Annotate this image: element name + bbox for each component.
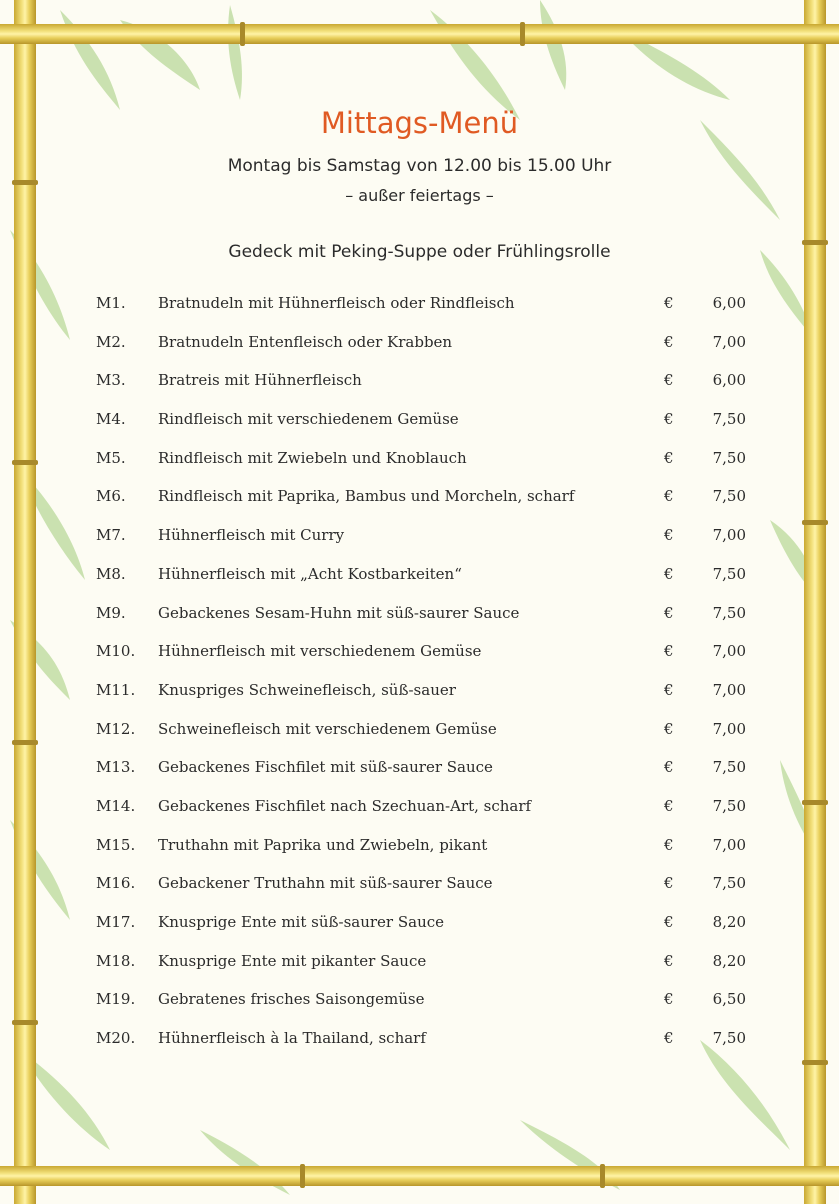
item-price: 6,00 xyxy=(712,294,746,312)
currency-symbol: € xyxy=(664,371,674,390)
item-price: 7,50 xyxy=(712,603,746,622)
list-item xyxy=(96,756,746,795)
item-price: 6,50 xyxy=(712,990,746,1009)
list-item xyxy=(96,795,746,834)
list-item xyxy=(96,988,746,1027)
currency-symbol: € xyxy=(664,526,674,545)
currency-symbol: € xyxy=(664,913,674,931)
list-item xyxy=(96,872,746,911)
opening-hours: Montag bis Samstag von 12.00 bis 15.00 Uhr xyxy=(227,156,612,176)
item-price: 7,00 xyxy=(712,332,746,351)
item-code: M11. xyxy=(96,680,136,699)
list-item xyxy=(96,602,746,641)
item-name: Rindfleisch mit Paprika, Bambus und Morcheln, scharf xyxy=(158,487,575,506)
list-item xyxy=(96,524,746,563)
currency-symbol: € xyxy=(664,796,674,815)
item-name: Truthahn mit Paprika und Zwiebeln, pikant xyxy=(158,835,488,854)
item-code: M17. xyxy=(96,913,136,931)
item-name: Gebackener Truthahn mit süß-saurer Sauce xyxy=(158,874,493,893)
list-item xyxy=(96,911,746,950)
item-price: 6,00 xyxy=(712,371,746,390)
bamboo-frame-left xyxy=(14,0,36,1204)
item-name: Bratnudeln Entenfleisch oder Krabben xyxy=(158,332,453,351)
currency-symbol: € xyxy=(664,294,674,312)
list-item xyxy=(96,292,746,331)
currency-symbol: € xyxy=(664,332,674,351)
item-name: Schweinefleisch mit verschiedenem Gemüse xyxy=(158,719,497,738)
item-code: M12. xyxy=(96,719,136,738)
item-price: 7,50 xyxy=(712,564,746,583)
item-name: Hühnerfleisch à la Thailand, scharf xyxy=(158,1029,426,1048)
currency-symbol: € xyxy=(664,680,674,699)
item-code: M7. xyxy=(96,526,126,545)
item-name: Knusprige Ente mit pikanter Sauce xyxy=(158,951,427,970)
item-price: 8,20 xyxy=(712,951,746,970)
item-name: Gebratenes frisches Saisongemüse xyxy=(158,990,425,1009)
list-item xyxy=(96,485,746,524)
currency-symbol: € xyxy=(664,487,674,506)
item-code: M10. xyxy=(96,642,136,661)
item-code: M18. xyxy=(96,951,136,970)
item-code: M9. xyxy=(96,603,126,622)
currency-symbol: € xyxy=(664,835,674,854)
item-price: 7,00 xyxy=(712,680,746,699)
item-code: M19. xyxy=(96,990,136,1009)
list-item xyxy=(96,679,746,718)
item-code: M8. xyxy=(96,564,126,583)
list-item xyxy=(96,331,746,370)
item-code: M4. xyxy=(96,410,126,429)
currency-symbol: € xyxy=(664,951,674,970)
item-price: 7,00 xyxy=(712,642,746,661)
bamboo-frame-top xyxy=(0,24,839,44)
currency-symbol: € xyxy=(664,603,674,622)
item-code: M5. xyxy=(96,448,126,467)
list-item xyxy=(96,447,746,486)
bamboo-frame-bottom xyxy=(0,1166,839,1186)
list-item xyxy=(96,950,746,989)
list-item xyxy=(96,640,746,679)
item-code: M15. xyxy=(96,835,136,854)
item-name: Gebackenes Fischfilet mit süß-saurer Sauce xyxy=(158,758,493,777)
item-code: M1. xyxy=(96,294,126,312)
item-price: 7,50 xyxy=(712,410,746,429)
item-name: Gebackenes Sesam-Huhn mit süß-saurer Sauce xyxy=(158,603,520,622)
currency-symbol: € xyxy=(664,990,674,1009)
list-item xyxy=(96,718,746,757)
currency-symbol: € xyxy=(664,564,674,583)
bamboo-frame-right xyxy=(804,0,826,1204)
currency-symbol: € xyxy=(664,448,674,467)
currency-symbol: € xyxy=(664,1029,674,1048)
menu-list xyxy=(96,292,746,1066)
item-price: 7,50 xyxy=(712,1029,746,1048)
item-price: 7,50 xyxy=(712,758,746,777)
menu-title: Mittags-Menü xyxy=(320,106,519,140)
item-price: 7,00 xyxy=(712,719,746,738)
currency-symbol: € xyxy=(664,874,674,893)
item-name: Hühnerfleisch mit verschiedenem Gemüse xyxy=(158,642,482,661)
item-name: Knusprige Ente mit süß-saurer Sauce xyxy=(158,913,445,931)
item-price: 7,00 xyxy=(712,835,746,854)
item-name: Bratnudeln mit Hühnerfleisch oder Rindfleisch xyxy=(158,294,515,312)
item-code: M3. xyxy=(96,371,126,390)
list-item xyxy=(96,369,746,408)
item-name: Rindfleisch mit verschiedenem Gemüse xyxy=(158,410,459,429)
currency-symbol: € xyxy=(664,642,674,661)
item-code: M2. xyxy=(96,332,126,351)
item-code: M14. xyxy=(96,796,136,815)
currency-symbol: € xyxy=(664,410,674,429)
item-price: 7,50 xyxy=(712,487,746,506)
list-item xyxy=(96,563,746,602)
holiday-exception: – außer feiertags – xyxy=(345,186,494,205)
item-code: M6. xyxy=(96,487,126,506)
item-name: Gebackenes Fischfilet nach Szechuan-Art, scharf xyxy=(158,796,532,815)
list-item xyxy=(96,834,746,873)
item-name: Hühnerfleisch mit „Acht Kostbarkeiten“ xyxy=(158,564,462,583)
item-code: M20. xyxy=(96,1029,136,1048)
item-price: 7,50 xyxy=(712,874,746,893)
item-name: Bratreis mit Hühnerfleisch xyxy=(158,371,362,390)
item-price: 7,50 xyxy=(712,796,746,815)
currency-symbol: € xyxy=(664,719,674,738)
item-name: Rindfleisch mit Zwiebeln und Knoblauch xyxy=(158,448,467,467)
item-name: Knuspriges Schweinefleisch, süß-sauer xyxy=(158,680,456,699)
included-starter: Gedeck mit Peking-Suppe oder Frühlingsrolle xyxy=(228,242,611,262)
item-code: M16. xyxy=(96,874,136,893)
item-code: M13. xyxy=(96,758,136,777)
list-item xyxy=(96,1027,746,1066)
currency-symbol: € xyxy=(664,758,674,777)
item-price: 7,50 xyxy=(712,448,746,467)
list-item xyxy=(96,408,746,447)
item-name: Hühnerfleisch mit Curry xyxy=(158,526,345,545)
item-price: 7,00 xyxy=(712,526,746,545)
item-price: 8,20 xyxy=(712,913,746,931)
